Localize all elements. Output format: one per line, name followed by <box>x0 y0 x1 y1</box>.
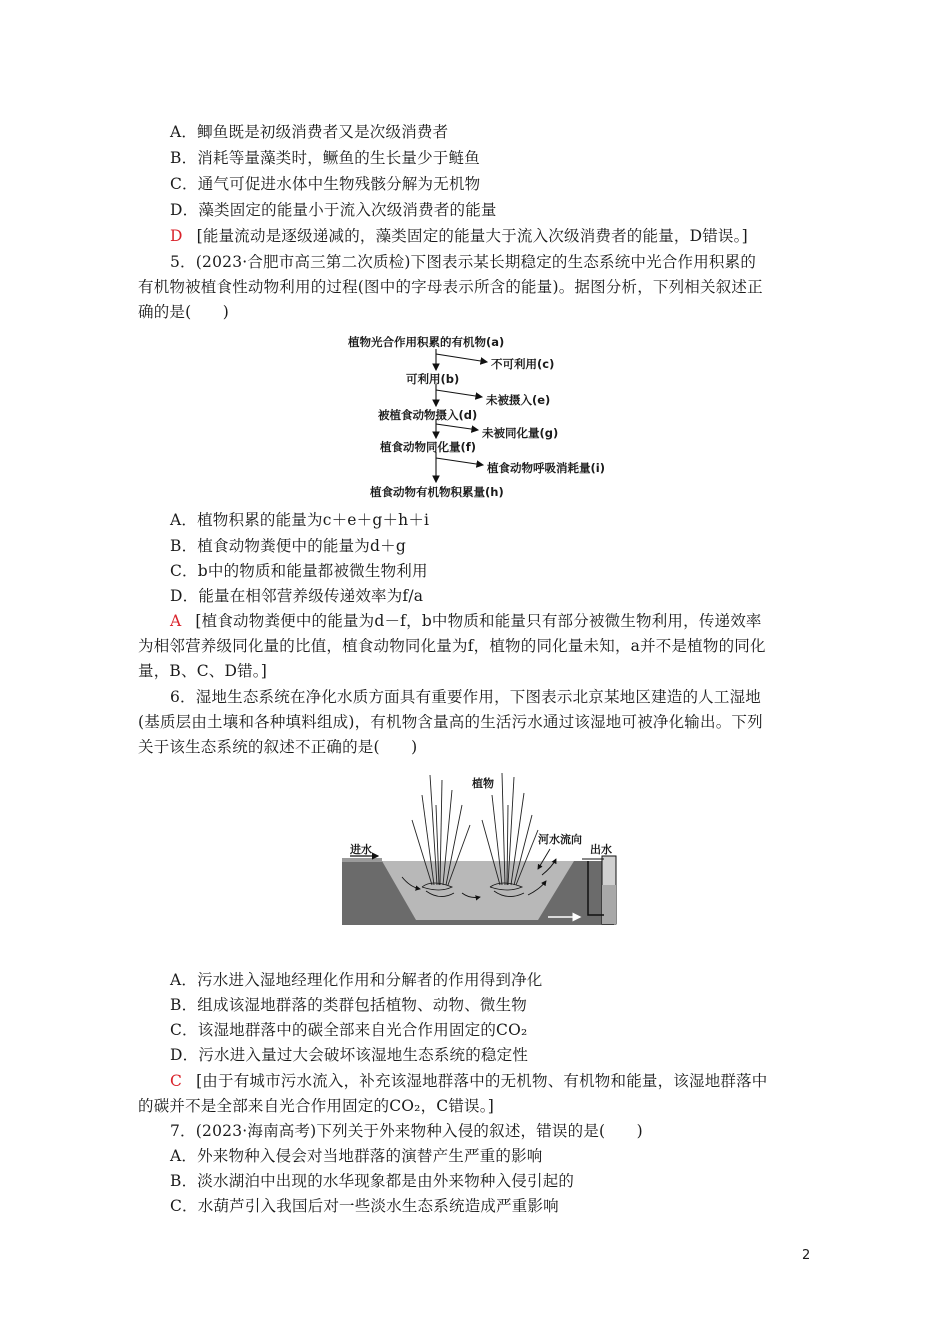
q4-option-c: C．通气可促进水体中生物残骸分解为无机物 <box>170 175 481 193</box>
q6-answer-letter: C <box>170 1072 183 1090</box>
q4-answer-letter: D <box>170 227 183 245</box>
q4-answer <box>170 226 850 246</box>
wetland-label-river: 河水流向 <box>538 833 582 846</box>
flow-node-d: 被植食动物摄入(d) <box>378 408 478 422</box>
q5-option-c: C．b中的物质和能量都被微生物利用 <box>170 562 428 580</box>
q5-answer-line-2: 为相邻营养级同化量的比值，植食动物同化量为f，植物的同化量未知，a并不是植物的同化 <box>138 637 766 655</box>
q6-answer-line-2: 的碳并不是全部来自光合作用固定的CO₂，C错误。] <box>138 1097 494 1115</box>
q5-option-a: A．植物积累的能量为c＋e＋g＋h＋i <box>170 511 430 529</box>
q5-option-d: D．能量在相邻营养级传递效率为f/a <box>170 587 424 605</box>
energy-flow-diagram <box>340 332 640 500</box>
q5-answer-text: [植食动物粪便中的能量为d－f，b中物质和能量只有部分被微生物利用，传递效率 <box>195 612 762 630</box>
wetland-figure <box>342 765 648 935</box>
q6-option-d: D．污水进入量过大会破坏该湿地生态系统的稳定性 <box>170 1046 529 1064</box>
q4-answer-text: [能量流动是逐级递减的，藻类固定的能量大于流入次级消费者的能量，D错误。] <box>196 227 748 245</box>
page-number: 2 <box>802 1248 811 1263</box>
q4-option-b: B．消耗等量藻类时，鳜鱼的生长量少于鲢鱼 <box>170 149 480 167</box>
q6-option-b: B．组成该湿地群落的类群包括植物、动物、微生物 <box>170 996 527 1014</box>
q7-option-c: C．水葫芦引入我国后对一些淡水生态系统造成严重影响 <box>170 1197 559 1215</box>
q6-stem-line-3: 关于该生态系统的叙述不正确的是( ) <box>138 738 418 756</box>
q7-stem: 7．(2023·海南高考)下列关于外来物种入侵的叙述，错误的是( ) <box>170 1122 643 1140</box>
flow-node-h: 植食动物有机物积累量(h) <box>370 485 504 499</box>
q5-stem-line-3: 确的是( ) <box>138 303 229 321</box>
q4-option-d: D．藻类固定的能量小于流入次级消费者的能量 <box>170 201 497 219</box>
q7-option-b: B．淡水湖泊中出现的水华现象都是由外来物种入侵引起的 <box>170 1172 575 1190</box>
flow-node-a: 植物光合作用积累的有机物(a) <box>348 335 505 349</box>
wetland-label-outlet: 出水 <box>590 843 612 856</box>
wetland-label-inlet: 进水 <box>350 843 372 856</box>
q5-answer-line-3: 量，B、C、D错。] <box>138 662 267 680</box>
flow-node-c: 不可利用(c) <box>491 357 555 371</box>
flow-node-f: 植食动物同化量(f) <box>380 440 477 454</box>
flow-node-g: 未被同化量(g) <box>482 426 559 440</box>
wetland-label-plant: 植物 <box>472 777 494 790</box>
q5-option-b: B．植食动物粪便中的能量为d＋g <box>170 537 406 555</box>
q5-stem-line-1: 5．(2023·合肥市高三第二次质检)下图表示某长期稳定的生态系统中光合作用积累的 <box>170 253 757 271</box>
q6-stem-line-2: (基质层由土壤和各种填料组成)，有机物含量高的生活污水通过该湿地可被净化输出。下列 <box>138 713 763 731</box>
flow-node-e: 未被摄入(e) <box>486 393 551 407</box>
q5-stem-line-2: 有机物被植食性动物利用的过程(图中的字母表示所含的能量)。据图分析，下列相关叙述正 <box>138 278 763 296</box>
q6-stem-line-1: 6．湿地生态系统在净化水质方面具有重要作用，下图表示北京某地区建造的人工湿地 <box>170 688 761 706</box>
q6-option-a: A．污水进入湿地经理化作用和分解者的作用得到净化 <box>170 971 543 989</box>
flow-node-i: 植食动物呼吸消耗量(i) <box>487 461 605 475</box>
q5-answer-line-1 <box>170 611 850 631</box>
q5-answer-letter: A <box>170 612 182 630</box>
q7-option-a: A．外来物种入侵会对当地群落的演替产生严重的影响 <box>170 1147 543 1165</box>
q6-answer-text: [由于有城市污水流入，补充该湿地群落中的无机物、有机物和能量，该湿地群落中 <box>196 1072 768 1090</box>
q6-answer-line-1 <box>170 1071 850 1091</box>
flow-node-b: 可利用(b) <box>406 372 460 386</box>
q4-option-a: A．鲫鱼既是初级消费者又是次级消费者 <box>170 123 449 141</box>
q6-option-c: C．该湿地群落中的碳全部来自光合作用固定的CO₂ <box>170 1021 528 1039</box>
